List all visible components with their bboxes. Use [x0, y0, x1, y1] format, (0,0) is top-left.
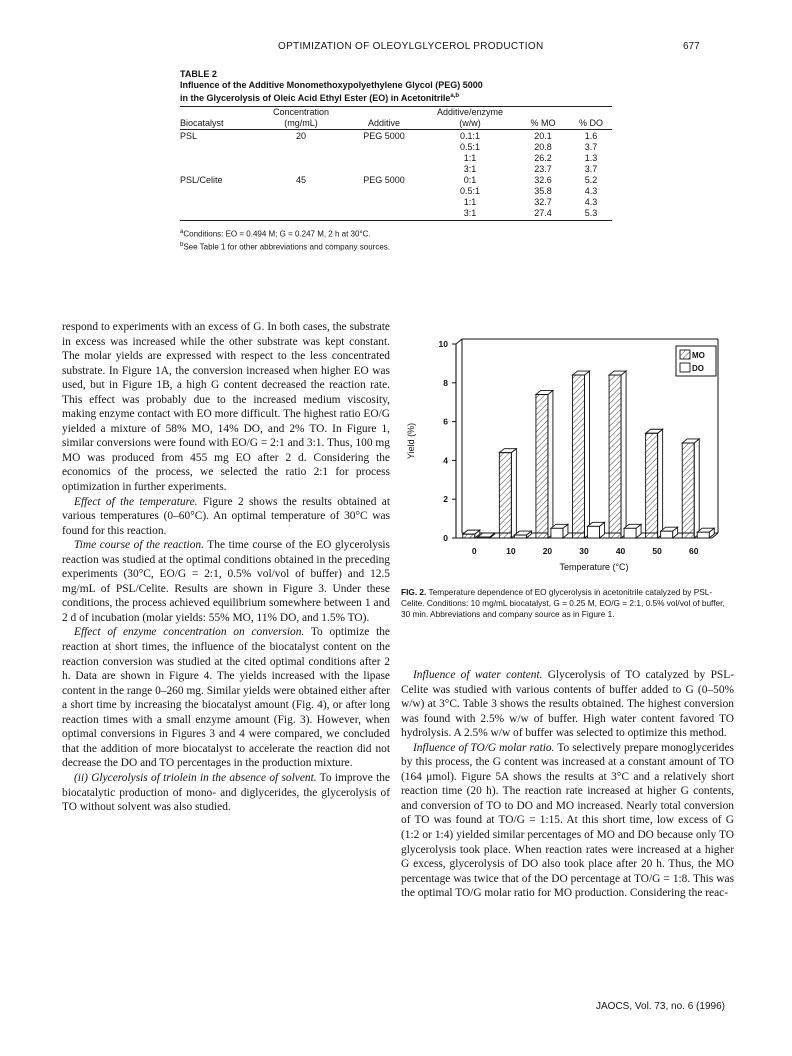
table-cell-conc: [258, 142, 344, 153]
table-cell-ratio: 0:1: [463, 175, 477, 185]
legend-swatch-do: [680, 363, 690, 372]
bar-mo-side: [658, 429, 663, 538]
bar-do: [697, 532, 709, 538]
table-row: [180, 131, 612, 142]
paragraph-enzyme-concentration: Effect of enzyme concentration on conversion. To optimize the reaction at short times, the influence of the biocatalyst content on the reaction conversion was studied at the cited optimal conditions after 2 h. Data are shown in Figure 4. The yields increased with the lipase content in the range 0–260 mg. Similar yields were obtained either after a short time by increasing the biocatalyst amount (Fig. 4), or after long reaction times with a small enzyme amount (Fig. 3). However, when optimal conversions in Figures 3 and 4 were compared, we concluded that the addition of more biocatalyst to accelerate the reaction did not decrease the DO and TO percentages in the production mixture.: [62, 626, 390, 770]
table-cell-additive: [344, 197, 424, 208]
x-tick-label: 20: [542, 546, 553, 556]
table-cell-mo: 20.8: [534, 142, 552, 152]
legend-label-mo: MO: [692, 351, 705, 360]
running-title: OPTIMIZATION OF OLEOYLGLYCEROL PRODUCTION: [278, 41, 544, 52]
table-row: [180, 175, 612, 186]
table-cell-biocatalyst: [180, 164, 258, 175]
table-cell-conc: [258, 208, 344, 220]
table-cell-biocatalyst: [180, 142, 258, 153]
bar-mo-side: [621, 371, 626, 538]
table-row: [180, 142, 612, 153]
table-2: [180, 69, 612, 252]
bar-do: [588, 526, 600, 538]
table-cell-ratio: 0.5:1: [459, 186, 481, 196]
bar-mo: [463, 534, 475, 538]
legend-swatch-mo: [680, 350, 690, 359]
table-cell-mo: 32.7: [534, 197, 552, 207]
section-heading-triolein: (ii) Glycerolysis of triolein in the absence of solvent.: [74, 771, 317, 784]
y-tick-label: 2: [443, 494, 448, 505]
bar-mo-side: [694, 439, 699, 538]
table-row: [180, 208, 612, 220]
table-title-line-1: Influence of the Additive Monomethoxypolyethylene Glycol (PEG) 5000: [180, 80, 483, 90]
legend-label-do: DO: [692, 364, 704, 373]
header-mo: % MO: [530, 118, 556, 128]
table-cell-ratio: 1:1: [463, 197, 477, 207]
section-heading-water: Influence of water content.: [413, 669, 543, 681]
section-heading-time-course: Time course of the reaction.: [74, 539, 204, 552]
table-title-line-2: in the Glycerolysis of Oleic Acid Ethyl Ester (EO) in Acetonitrile$^{a,b}$: [180, 93, 460, 103]
bar-do: [478, 537, 490, 538]
bar-mo: [682, 443, 694, 538]
table-cell-do: 3.7: [584, 142, 598, 152]
table-footnotes: [180, 227, 612, 252]
table-bottom-rule: [180, 220, 612, 221]
table-cell-do: 4.3: [584, 197, 598, 207]
header-concentration: Concentration: [272, 107, 330, 117]
bar-mo: [609, 375, 621, 538]
paragraph-time-course: Time course of the reaction. The time course of the EO glycerolysis reaction was studied at the optimal conditions obtained in the preceding experiments (30°C, EO/G = 2:1, 0.5% vol/vol of buffer) and 12.5 mg/mL of PSL/Celite. Results are shown in Figure 3. Under these conditions, the process achieved equilibrium somewhere between 1 and 2 d of incubation (molar yields: 55% MO, 11% DO, and 1.5% TO).: [62, 539, 390, 624]
y-tick-label: 4: [443, 455, 448, 466]
paragraph-triolein: (ii) Glycerolysis of triolein in the absence of solvent. To improve the biocatalytic production of mono- and diglycerides, the glycerolysis of TO without solvent was also studied.: [62, 771, 390, 814]
x-tick-label: 40: [615, 546, 626, 556]
x-tick-label: 30: [579, 546, 589, 556]
table-cell-biocatalyst: [180, 186, 258, 197]
bar-mo: [573, 375, 585, 538]
table-cell-conc: [258, 153, 344, 164]
x-axis-label: Temperature (°C): [559, 562, 629, 572]
table-header-row-1: [180, 107, 612, 118]
header-ratio-unit: (w/w): [459, 118, 481, 128]
page-number: 677: [683, 41, 700, 52]
table-cell-mo: 27.4: [534, 208, 552, 218]
paragraph-water-content: Influence of water content. Glycerolysis of TO catalyzed by PSL-Celite was studied with various contents of buffer added to G (0–50% w/w) at 3°C. Table 3 shows the results obtained. The highest conversion was found with 2.5% w/w of buffer. High water content favored TO hydrolysis. A 2.5% w/w of buffer was selected to optimize this method.: [401, 669, 734, 740]
header-additive: Additive: [367, 118, 401, 128]
x-tick-label: 10: [506, 546, 516, 556]
bar-mo-side: [585, 371, 590, 538]
table-cell-mo: 32.6: [534, 175, 552, 185]
table-cell-additive: [344, 164, 424, 175]
table-body: [180, 131, 612, 220]
bar-do: [624, 528, 636, 538]
header-biocatalyst: Biocatalyst: [180, 118, 224, 128]
right-column: [401, 668, 734, 901]
x-tick-label: 0: [471, 546, 477, 556]
section-heading-enzyme: Effect of enzyme concentration on conversion.: [74, 626, 305, 639]
table-cell-do: 1.3: [584, 153, 598, 163]
y-tick-label: 10: [438, 339, 448, 349]
bar-do: [661, 531, 673, 538]
table-cell-mo: 35.8: [534, 186, 552, 196]
table-cell-conc: [258, 164, 344, 175]
figure-2-caption-label: FIG. 2.: [401, 587, 427, 597]
table-row: [180, 153, 612, 164]
table-cell-biocatalyst: [180, 208, 258, 220]
y-tick-label: 6: [443, 416, 448, 427]
table-label: TABLE 2: [180, 69, 217, 79]
y-axis-label: Yield (%): [406, 422, 416, 460]
table-cell-ratio: 0.1:1: [459, 131, 481, 141]
paragraph-temperature: Effect of the temperature. Figure 2 shows the results obtained at various temperatures (0–60°C). An optimal temperature of 30°C was found for this reaction.: [62, 495, 390, 537]
section-heading-molar-ratio: Influence of TO/G molar ratio.: [413, 741, 555, 754]
figure-2: [400, 330, 740, 590]
paragraph-molar-ratio: Influence of TO/G molar ratio. To selectively prepare monoglycerides by this process, the G content was increased at a constant amount of TO (164 μmol). Figure 5A shows the results at 3°C and a relatively short reaction time (20 h). The reaction rate increased at higher G contents, and conversion of TO to DO and MO increased. Nearly total conversion of TO was found at TO/G = 1:15. At this short time, low excess of G (1:2 or 1:4) yielded similar percentages of MO and DO because only TO glycerolysis took place. When reaction rates were increased at a higher G excess, glycerolysis of DO also took place after 20 h. Thus, the MO percentage was twice that of the DO percentage at TO/G = 1:8. This was the optimal TO/G molar ratio for MO production. Considering the reac-: [401, 741, 734, 900]
table-cell-conc: [258, 197, 344, 208]
table-cell-mo: 26.2: [534, 153, 552, 163]
table-data: [180, 107, 612, 220]
table-cell-additive: PEG 5000: [363, 175, 405, 185]
frame-top-depth: [456, 339, 462, 344]
table-row: [180, 186, 612, 197]
table-cell-additive: [344, 186, 424, 197]
header-ratio: Additive/enzyme: [436, 107, 504, 117]
figure-2-caption: FIG. 2. Temperature dependence of EO glycerolysis in acetonitrile catalyzed by PSL-Celite. Conditions: 10 mg/mL biocatalyst, G = 0.25 M, EO/G = 2:1, 0.5% vol/vol of buffer, 30 min. Abbreviations and company source as in Figure 1.: [401, 587, 725, 619]
x-tick-label: 50: [652, 546, 662, 556]
table-cell-ratio: 3:1: [463, 164, 477, 174]
bar-do: [551, 528, 563, 538]
paragraph-substrate-excess: respond to experiments with an excess of G. In both cases, the substrate in excess was increased while the other substrate was kept constant. The molar yields are expressed with respect to the less concentrated substrate. In Figure 1A, the conversion increased when higher EO was used, but in Figure 1B, a high G content decreased the reaction rate. This effect was probably due to the increased medium viscosity, making enzyme contact with EO more difficult. The highest ratio EO/G yielded a mixture of 58% MO, 14% DO, and 2% TO. In Figure 1, similar conversions were found with EO/G = 2:1 and 3:1. Thus, 100 mg MO was produced from 455 mg EO after 2 d. Considering the economics of the process, we selected the ratio 2:1 for process optimization in further experiments.: [62, 321, 390, 494]
table-row: [180, 197, 612, 208]
table-row: [180, 164, 612, 175]
table-cell-do: 4.3: [584, 186, 598, 196]
y-tick-label: 0: [443, 533, 448, 543]
table-cell-do: 1.6: [584, 131, 598, 141]
table-cell-conc: [258, 186, 344, 197]
table-cell-mo: 20.1: [534, 131, 552, 141]
table-cell-additive: [344, 142, 424, 153]
bar-mo-side: [511, 449, 516, 538]
left-column: [62, 320, 390, 815]
x-tick-label: 60: [688, 546, 699, 556]
table-header-row-2: [180, 118, 612, 130]
table-cell-biocatalyst: PSL/Celite: [180, 175, 223, 185]
table-cell-ratio: 3:1: [463, 208, 477, 218]
bar-mo: [499, 453, 511, 538]
table-cell-do: 5.3: [584, 208, 598, 218]
table-cell-biocatalyst: [180, 197, 258, 208]
journal-footer: JAOCS, Vol. 73, no. 6 (1996): [596, 1001, 725, 1012]
table-cell-ratio: 0.5:1: [459, 142, 481, 152]
bar-mo: [536, 394, 548, 538]
bar-do: [514, 535, 526, 538]
table-cell-biocatalyst: [180, 153, 258, 164]
bar-mo: [646, 433, 658, 538]
table-title: [180, 80, 612, 104]
table-cell-mo: 23.7: [534, 164, 552, 174]
table-title-superscript: a,b: [450, 93, 460, 99]
footnote-b: $^b$See Table 1 for other abbreviations and company sources.: [180, 241, 390, 252]
table-cell-do: 5.2: [584, 175, 598, 185]
figure-2-chart: [400, 330, 740, 590]
table-cell-additive: [344, 153, 424, 164]
table-cell-do: 3.7: [584, 164, 598, 174]
table-cell-conc: 45: [295, 175, 306, 185]
header-do: % DO: [578, 118, 603, 128]
table-cell-biocatalyst: PSL: [180, 131, 198, 141]
table-cell-ratio: 1:1: [463, 153, 477, 163]
header-concentration-unit: (mg/mL): [284, 118, 318, 128]
y-tick-label: 8: [443, 377, 448, 388]
table-cell-conc: 20: [295, 131, 306, 141]
table-cell-additive: PEG 5000: [363, 131, 405, 141]
table-cell-additive: [344, 208, 424, 220]
bar-mo-side: [548, 390, 553, 538]
footnote-a: $^a$Conditions: EO = 0.494 M; G = 0.247 M, 2 h at 30°C.: [180, 229, 371, 239]
section-heading-temperature: Effect of the temperature.: [74, 495, 198, 508]
running-header: [0, 41, 792, 55]
